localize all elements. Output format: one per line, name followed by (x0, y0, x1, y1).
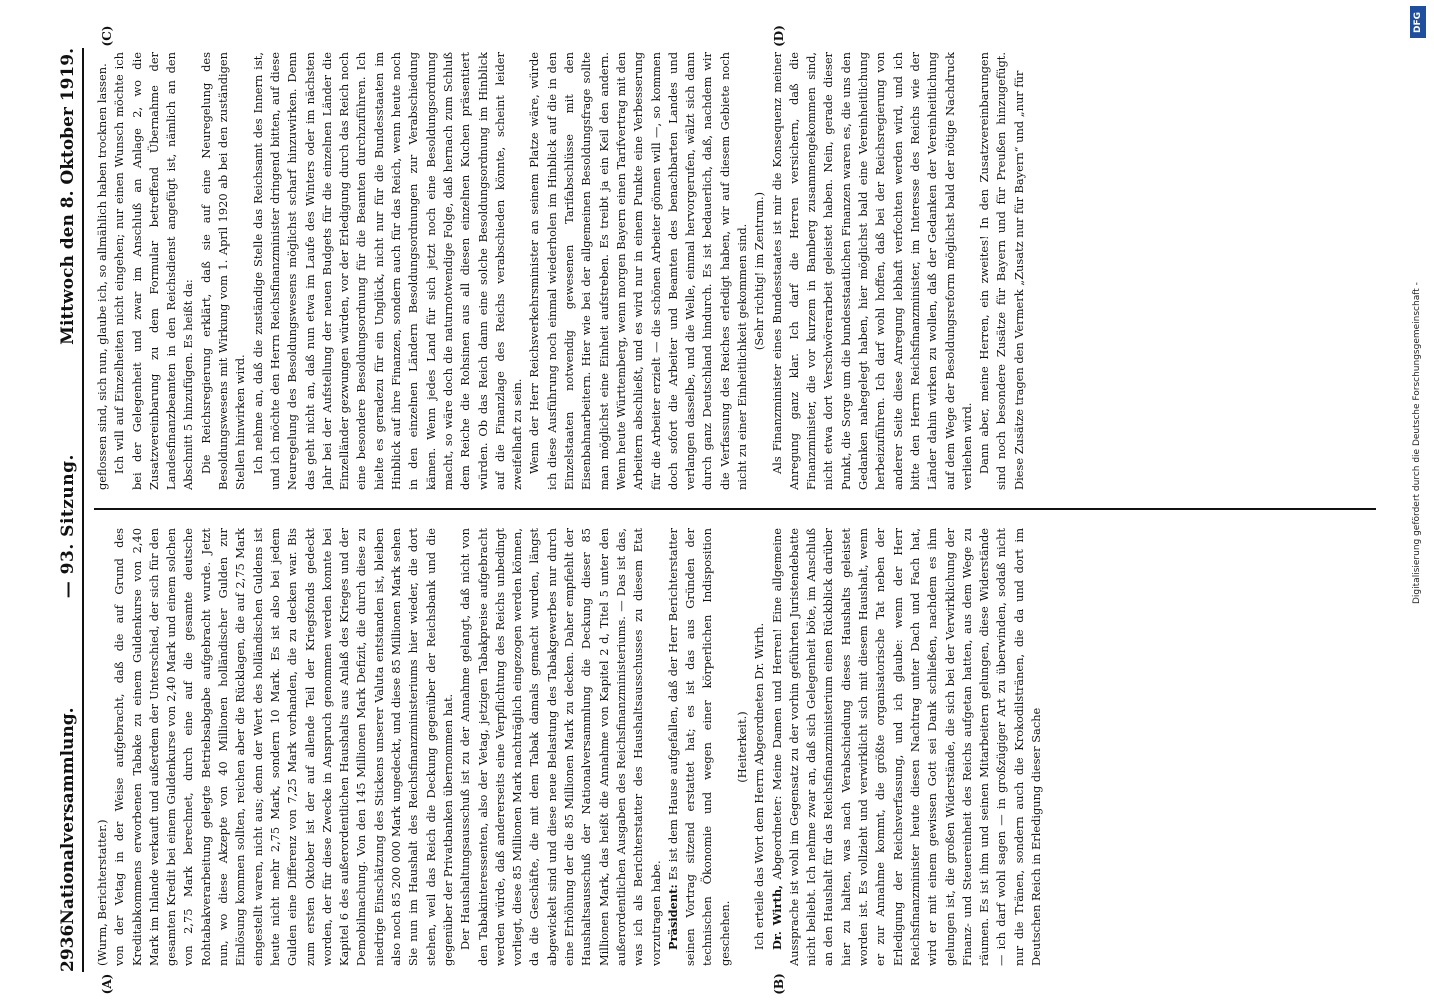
margin-marker-b: (B) (772, 973, 786, 995)
page-number: 2936 (58, 924, 78, 972)
paragraph: Ich nehme an, daß die zuständige Stelle das Reichsamt des Innern ist, und ich möchte den Herrn Reichsfinanzminister dringend bitten, auf diese Neuregelung des Besoldungswesens möglichst scharf hinzuwirken. Denn das geht nicht an, daß nun etwa im Laufe des Winters oder im nächsten Jahr bei der Aufstellung der neuen Budgets für die einzelnen Länder die Einzelländer gezwungen würden, vor der Erledigung durch das Reich noch eine besondere Besoldungsordnung für die Beamten durchzuführen. Ich hielte es geradezu für ein Unglück, nicht nur für die Bundesstaaten im Hinblick auf ihre Finanzen, sondern auch für das Reich, wenn heute noch in den einzelnen Ländern Besoldungsordnungen zur Verabschiedung kämen. Wenn jedes Land für sich jetzt noch eine Besoldungsordnung macht, so wäre doch die naturnotwendige Folge, daß hernach zum Schluß dem Reiche die Rohsinen aus all diesen einzelnen Kuchen präsentiert würden. Ob das Reich dann eine solche Besoldungsordnung im Hinblick auf die Finanzlage des Reichs verabschieden könnte, scheint leider zweifelhaft zu sein. (250, 52, 525, 490)
paragraph: von der Vetag in der Weise aufgebracht, daß die auf Grund des Kreditabkommens erworbenen Tabake zu einem Guldenkurse von 2,40 Mark im Inlande verkauft und außerdem der Unterschied, der sich für den gesamten Kredit bei einem Guldenkurse von 2,40 Mark und einem solchen von 2,75 Mark berechnet, durch eine auf die gesamte deutsche Rohtabakverarbeitung gelegte Betriebsabgabe aufgebracht wurde. Jetzt nun, wo diese Akzepte von 40 Millionen holländischer Gulden zur Einlösung kommen sollten, reichen aber die Rücklagen, die auf 2,75 Mark eingestellt waren, nicht aus; denn der Wert des holländischen Guldens ist heute nicht mehr 2,75 Mark, sondern 10 Mark. Es ist also bei jedem Gulden eine Differenz von 7,25 Mark vorhanden, die zu decken war. Bis zum ersten Oktober ist der auf allende Teil der Kriegsfonds gedeckt worden, der für diese Zwecke in Anspruch genommen werden konnte bei Kapitel 6 des außerordentlichen Haushalts aus Anlaß des Krieges und der Demobilmachung. Von den 145 Millionen Mark Defizit, die durch diese zu niedrige Einschätzung des Stickens unserer Valuta entstanden ist, bleiben also noch 85 200 000 Mark ungedeckt, und diese 85 Millionen Mark sehen Sie nun im Haushalt des Reichsfinanzministeriums hier wieder, die dort stehen, weil das Reich die Deckung gegenüber der Reichsbank und die gegenüber der Privatbanken übernommen hat. (112, 528, 455, 966)
column-divider (94, 508, 1376, 510)
left-column (94, 528, 1376, 966)
paragraph: Als Finanzminister eines Bundesstaates ist mir die Konsequenz meiner Anregung ganz klar. Ich darf die Herren versichern, daß die Finanzminister, die vor kurzem in Bamberg zusammengekommen sind, nicht etwa dort Verschwörerarbeit geleistet haben. Nein, gerade dieser Punkt, die Sorge um die bundesstaatlichen Finanzen waren es, die uns den Gedanken nahegelegt haben, hier möglichst bald eine Vereinheitlichung herbeizuführen. Ich darf wohl hoffen, daß bei der Reichsregierung von anderer Seite diese Anregung lebhaft verfochten werden wird, und ich bitte den Herrn Reichsfinanzminister, im Interesse des Reichs wie der Länder dahin wirken zu wollen, daß der Gedanken der Vereinheitlichung auf dem Wege der Besoldungsreform möglichst bald der nötige Nachdruck verliehen wird. (769, 52, 974, 490)
digitization-note: Digitalisierung gefördert durch die Deutsche Forschungsgemeinschaft - (1412, 282, 1422, 604)
margin-marker-a: (A) (100, 973, 114, 995)
header-title: Nationalversammlung. (58, 707, 78, 925)
page-header (42, 48, 84, 972)
digitization-sidebar (1400, 0, 1434, 1000)
speaker-tag: (Wurm, Berichterstatter.) (95, 819, 109, 966)
paragraph: Ich will auf Einzelheiten nicht eingehen; nur einen Wunsch möchte ich bei der Gelegenheit und zwar im Anschluß an Anlage 2, wo die Zusatzvereinbarung zu dem Formular betreffend Übernahme der Landesfinanzbeamten in den Reichsdienst angefügt ist, nämlich an den Abschnitt 5 hinzufügen. Es heißt da: (112, 52, 196, 490)
dfg-logo: DFG (1410, 6, 1426, 38)
header-date: Mittwoch den 8. Oktober 1919. (58, 48, 78, 345)
right-column (94, 52, 1376, 490)
quotation: Die Reichsregierung erklärt, daß sie auf eine Neuregelung des Besoldungswesens mit Wirkung vom 1. April 1920 ab bei den zuständigen Stellen hinwirken wird. (198, 52, 248, 490)
speaker-label: Dr. Wirth, (769, 884, 784, 950)
document-page (42, 20, 1387, 1000)
header-session: — 93. Sitzung. (58, 454, 78, 599)
paragraph: Der Haushaltungsausschuß ist zu der Annahme gelangt, daß nicht von den Tabakinteressenten, also der Vetag, jetzigen Tabakpreise aufgebracht werden würde, daß andererseits eine Verpflichtung des Reichs unbedingt vorliegt, diese 85 Millionen Mark nachträglich eingezogen werden können, da die Geschäfte, die mit dem Tabak damals gemacht wurden, längst abgewickelt sind und diese neue Belastung des Tabakgewerbes nur durch eine Erhöhung der die 85 Millionen Mark zu decken. Daher empfiehlt der Haushaltsausschuß der Nationalversammlung die Deckung dieser 85 Millionen Mark, das heißt die Annahme von Kapitel 2 d, Titel 5 unter den außerordentlichen Ausgaben des Reichsfinanzministeriums. — Das ist das, was ich als Berichterstatter des Haushaltsausschusses zu diesem Etat vorzutragen habe. (458, 528, 663, 966)
margin-marker-c: (C) (100, 25, 114, 47)
interjection: (Sehr richtig! im Zentrum.) (752, 191, 767, 351)
speaker-label: Präsident: (665, 884, 680, 950)
margin-marker-d: (D) (772, 25, 786, 47)
interjection: (Heiterkeit.) (734, 711, 749, 783)
paragraph: Ich erteile das Wort dem Herrn Abgeordneten Dr. Wirth. (752, 622, 767, 950)
paragraph: Es ist dem Hause aufgefallen, daß der Herr Berichterstatter seinen Vortrag sitzend erstattet hat; es ist das aus Gründen der technischen Ökonomie und wegen einer körperlichen Indisposition geschehen. (665, 528, 732, 966)
paragraph: geflossen sind, sich nun, glaube ich, so allmählich haben trocknen lassen. (95, 63, 109, 490)
paragraph: Wenn der Herr Reichsverkehrsminister an seinem Platze wäre, würde ich diese Ausführung noch einmal wiederholen im Hinblick auf die in den Einzelstaaten notwendig gewesenen Tarifabschlüsse mit den Eisenbahnarbeitern. Hier wie bei der allgemeinen Besoldungsfrage sollte man möglichst eine Einheit aufstreben. Es treibt ja ein Keil den andern. Wenn heute Württemberg, wenn morgen Bayern einen Tarifvertrag mit den Arbeitern abschließt, und es wird nur in einem Punkte eine Verbesserung für die Arbeiter erzielt — die schönen Arbeiter gönnen will —, so kommen doch sofort die Arbeiter und Beamten des benachbarten Landes und verlangen dasselbe, und die Welle, einmal hervorgerufen, wälzt sich dann durch ganz Deutschland hindurch. Es ist bedauerlich, daß, nachdem wir die Verfassung des Reiches erledigt haben, wir auf diesem Gebiete noch nicht zu einer Einheitlichkeit gekommen sind. (527, 52, 749, 490)
paragraph: Abgeordneter: Meine Damen und Herren! Eine allgemeine Aussprache ist wohl im Gegensatz zu der vorhin geführten Juristendebatte nicht beliebt. Ich nehme zwar an, daß sich Gelegenheit böte, im Anschluß an den Haushalt für das Reichsfinanzministerium einen Rückblick darüber hier zu halten, was nach Verabschiedung dieses Haushalts geleistet worden ist. Es vollzieht und verwirklicht sich mit diesem Haushalt, wenn er zur Annahme kommt, die größte organisatorische Tat neben der Erledigung der Reichsverfassung, und ich glaube: wenn der Herr Reichsfinanzminister heute diesen Nachtrag unter Dach und Fach hat, wird er mit einem gewissen Gott sei Dank schließen, nachdem es ihm gelungen ist, die großen Widerstände, die sich bei der Verwirklichung der Finanz- und Steuereinheit des Reichs aufgetan hatten, aus dem Wege zu räumen. Es ist ihm und seinen Mitarbeitern gelungen, diese Widerstände — ich darf wohl sagen — in großzügiger Art zu überwinden, sodaß nicht nur die Tränen, sondern auch die Krokodilstränen, die da und dort im Deutschen Reich in Erledigung dieser Sache (769, 528, 1044, 966)
paragraph: Dann aber, meine Herren, ein zweites! In den Zusatzvereinbarungen sind noch besondere Zusätze für Bayern und für Preußen hinzugefügt. Diese Zusätze tragen den Vermerk „Zusatz nur für Bayern“ und „nur für (977, 52, 1026, 490)
